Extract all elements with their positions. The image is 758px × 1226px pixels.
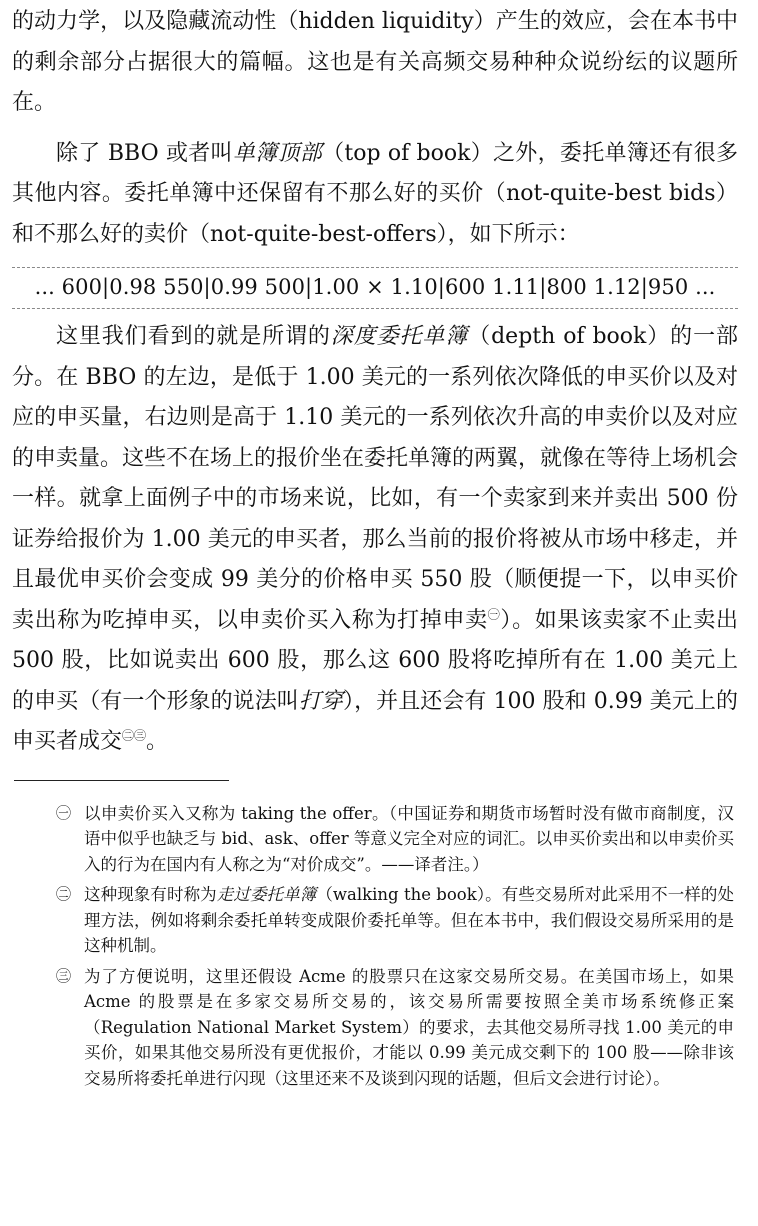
footnote-list [12,801,738,1092]
paragraph-text: ）。如果该卖家不止卖出 500 股，比如说卖出 600 股，那么这 600 股将吃掉所有在 1.00 美元上的申买（有一个形象的说法叫 [12,607,738,714]
paragraph-depth-of-book [12,317,738,763]
footnote-text: 这种现象有时称为 [84,885,217,904]
paragraph-text: （depth of book）的一部分。在 BBO 的左边，是低于 1.00 美元的一系列依次降低的申买价以及对应的申买量，右边则是高于 1.10 美元的一系列依次升高的申卖价以及对应的申卖量。这些不在场上的报价坐在委托单簿的两翼，就像在等待上场机会一样。就拿上面例子中的市场来说，比如，有一个卖家到来并卖出 500 份证券给报价为 1.00 美元的申买者，那么当前的报价将被从市场中移走，并且最优申买价会变成 99 美分的价格申买 550 股（顺便提一下，以申买价卖出称为吃掉申买，以申卖价买入称为打掉申卖 [12,324,739,633]
footnote-text: 以申卖价买入又称为 taking the offer。（中国证券和期货市场暂时没有做市商制度，汉语中似乎也缺乏与 bid、ask、offer 等意义完全对应的词汇。以申买价卖出和以申卖价买入的行为在国内有人称之为“对价成交”。——译者注。） [84,803,734,874]
paragraph-text: 的动力学，以及隐藏流动性（hidden liquidity）产生的效应，会在本书中的剩余部分占据很大的篇幅。这也是有关高频交易种种众说纷纭的议题所在。 [12,9,738,115]
paragraph-text: 。 [146,729,169,754]
italic-term-penetrate: 打穿 [298,688,343,714]
footnote-divider [14,780,229,781]
italic-term-top-of-book: 单簿顶部 [232,140,323,166]
footnote-text: 为了方便说明，这里还假设 Acme 的股票只在这家交易所交易。在美国市场上，如果 Acme 的股票是在多家交易所交易的，该交易所需要按照全美市场系统修正案（Regulation National Market System）的要求，去其他交易所寻找 1.00 美元的申买价，如果其他交易所没有更优报价，才能以 0.99 美元成交剩下的 100 股——除非该交易所将委托单进行闪现（这里还来不及谈到闪现的话题，但后文会进行讨论）。 [84,966,734,1088]
footnote-ref-1[interactable]: ㊀ [487,607,501,622]
italic-term-walking-the-book: 走过委托单簿 [216,885,317,904]
footnote-marker: ㊀ [56,803,72,822]
italic-term-depth-of-book: 深度委托单簿 [330,324,469,349]
footnote-2 [12,882,738,959]
paragraph-text: ），并且还会有 100 股和 0.99 美元上的申买者成交 [12,688,738,754]
paragraph-continuation [12,0,738,124]
paragraph-text: 除了 BBO 或者叫 [56,140,233,166]
footnote-3 [12,964,738,1092]
footnote-1 [12,801,738,878]
paragraph-text: （top of book）之外，委托单簿还有很多其他内容。委托单簿中还保留有不那么好的买价（not-quite-best bids）和不那么好的卖价（not-quite-best-offers），如下所示： [12,140,738,247]
footnote-marker: ㊁ [56,885,72,903]
paragraph-text: 这里我们看到的就是所谓的 [56,324,331,349]
footnote-marker: ㊂ [56,966,72,985]
paragraph-top-of-book [12,134,738,256]
footnote-ref-2-3[interactable]: ㊁㊂ [122,728,147,743]
order-book-example: ... 600|0.98 550|0.99 500|1.00 × 1.10|600 1.11|800 1.12|950 ... [12,267,738,309]
footnote-text: （walking the book）。有些交易所对此采用不一样的处理方法，例如将剩余委托单转变成限价委托单等。但在本书中，我们假设交易所采用的是这种机制。 [84,885,734,955]
